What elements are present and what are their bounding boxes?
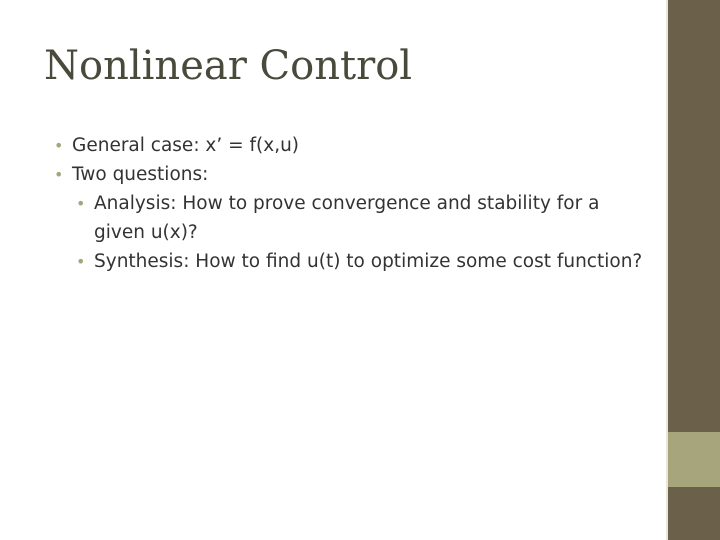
bullet-text: Analysis: How to prove convergence and stability for a given u(x)? bbox=[94, 193, 600, 243]
bullet-text: Synthesis: How to find u(t) to optimize some cost function? bbox=[94, 251, 643, 272]
bullet-icon: • bbox=[76, 194, 86, 213]
bullet-list bbox=[54, 131, 654, 276]
bullet-text: General case: x’ = f(x,u) bbox=[72, 135, 300, 156]
sub-bullet-item bbox=[54, 189, 654, 247]
bullet-item bbox=[54, 160, 654, 189]
bullet-icon: • bbox=[54, 165, 64, 184]
bullet-icon: • bbox=[54, 136, 64, 155]
bullet-text: Two questions: bbox=[72, 164, 209, 185]
bullet-icon: • bbox=[76, 252, 86, 271]
bullet-item bbox=[54, 131, 654, 160]
slide-title: Nonlinear Control bbox=[44, 43, 413, 89]
sidebar-accent-block bbox=[668, 432, 720, 487]
sub-bullet-item bbox=[54, 247, 654, 276]
